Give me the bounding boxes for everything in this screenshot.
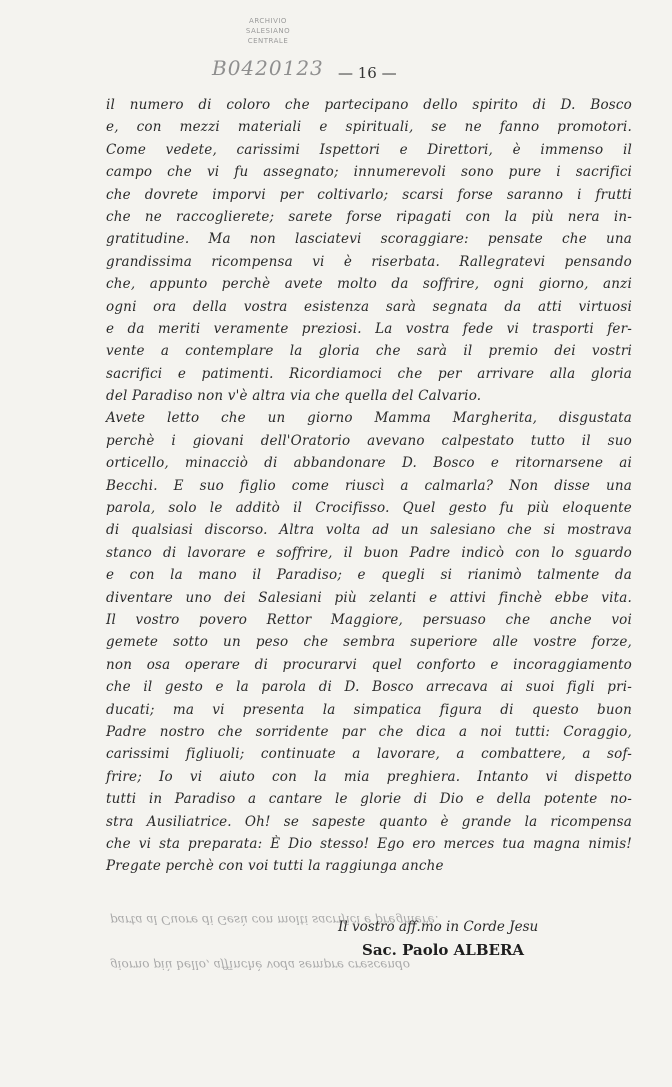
text-line: Becchi. E suo figlio come riuscì a calmarla? Non disse una [106, 477, 632, 494]
text-line: e con la mano il Paradiso; e quegli si rianimò talmente da [106, 567, 632, 584]
letter-body [106, 94, 632, 878]
text-line: che il gesto e la parola di D. Bosco arrecava ai suoi figli pri- [106, 679, 632, 696]
text-line: che vi sta preparata: È Dio stesso! Ego ero merces tua magna nimis! [106, 835, 632, 852]
text-line: campo che vi fu assegnato; innumerevoli sono pure i sacrifici [106, 164, 632, 181]
text-line: Come vedete, carissimi Ispettori e Direttori, è immenso il [106, 141, 632, 158]
text-line: che ne raccoglierete; sarete forse ripagati con la più nera in- [106, 208, 632, 225]
text-line: parola, solo le additò il Crocifisso. Quel gesto fu più eloquente [106, 500, 632, 517]
bleed-through-text: giorno più bello, affinchè voda sempre crescendo [110, 958, 411, 972]
text-line: grandissima ricompensa vi è riserbata. Rallegratevi pensando [106, 253, 632, 270]
text-line: che, appunto perchè avete molto da soffrire, ogni giorno, anzi [106, 276, 632, 293]
archive-code: B0420123 [212, 56, 324, 80]
bleed-through-text: parta al Cuore di Gesù con molti sacrifici e preghiere. [110, 913, 439, 927]
text-line: non osa operare di procurarvi quel conforto e incoraggiamento [106, 656, 632, 673]
text-line: stra Ausiliatrice. Oh! se sapeste quanto è grande la ricompensa [106, 813, 632, 830]
text-line: vente a contemplare la gloria che sarà il premio dei vostri [106, 343, 632, 360]
archive-stamp [228, 16, 308, 46]
sign-off: Il vostro aff.mo in Corde Jesu [338, 919, 539, 935]
text-line: ogni ora della vostra esistenza sarà segnata da atti virtuosi [106, 298, 632, 315]
text-line: tutti in Paradiso a cantare le glorie di Dio e della potente no- [106, 791, 632, 808]
text-line: carissimi figliuoli; continuate a lavorare, a combattere, a sof- [106, 746, 632, 763]
text-line: che dovrete imporvi per coltivarlo; scarsi forse saranno i frutti [106, 186, 632, 203]
text-line: ducati; ma vi presenta la simpatica figura di questo buon [106, 701, 632, 718]
text-line: e, con mezzi materiali e spirituali, se ne fanno promotori. [106, 119, 632, 136]
stamp-line-1: ARCHIVIO SALESIANO [245, 17, 291, 35]
text-line: diventare uno dei Salesiani più zelanti e attivi finchè ebbe vita. [106, 589, 632, 606]
stamp-line-2: CENTRALE [247, 37, 289, 45]
text-line: frire; Io vi aiuto con la mia preghiera. Intanto vi dispetto [106, 768, 632, 785]
text-line: gratitudine. Ma non lasciatevi scoraggiare: pensate che una [106, 231, 632, 248]
text-line: orticello, minacciò di abbandonare D. Bosco e ritornarsene ai [106, 455, 632, 472]
signature: Sac. Paolo ALBERA [362, 941, 525, 959]
text-line: sacrifici e patimenti. Ricordiamoci che per arrivare alla gloria [106, 365, 632, 382]
text-line: del Paradiso non v'è altra via che quella del Calvario. [106, 388, 482, 405]
text-line: il numero di coloro che partecipano dello spirito di D. Bosco [106, 97, 632, 113]
text-line: e da meriti veramente preziosi. La vostra fede vi trasporti fer- [106, 320, 632, 337]
page-number: — 16 — [338, 64, 397, 82]
text-line: stanco di lavorare e soffrire, il buon Padre indicò con lo sguardo [106, 544, 632, 561]
text-line: gemete sotto un peso che sembra superiore alle vostre forze, [106, 634, 632, 651]
text-line: Avete letto che un giorno Mamma Margherita, disgustata [106, 410, 632, 427]
text-line: di qualsiasi discorso. Altra volta ad un salesiano che si mostrava [106, 522, 632, 539]
text-line: Padre nostro che sorridente par che dica a noi tutti: Coraggio, [106, 723, 632, 740]
text-line: Il vostro povero Rettor Maggiore, persuaso che anche voi [106, 611, 632, 628]
text-line: perchè i giovani dell'Oratorio avevano calpestato tutto il suo [106, 432, 632, 449]
text-line: Pregate perchè con voi tutti la raggiunga anche [106, 858, 444, 875]
